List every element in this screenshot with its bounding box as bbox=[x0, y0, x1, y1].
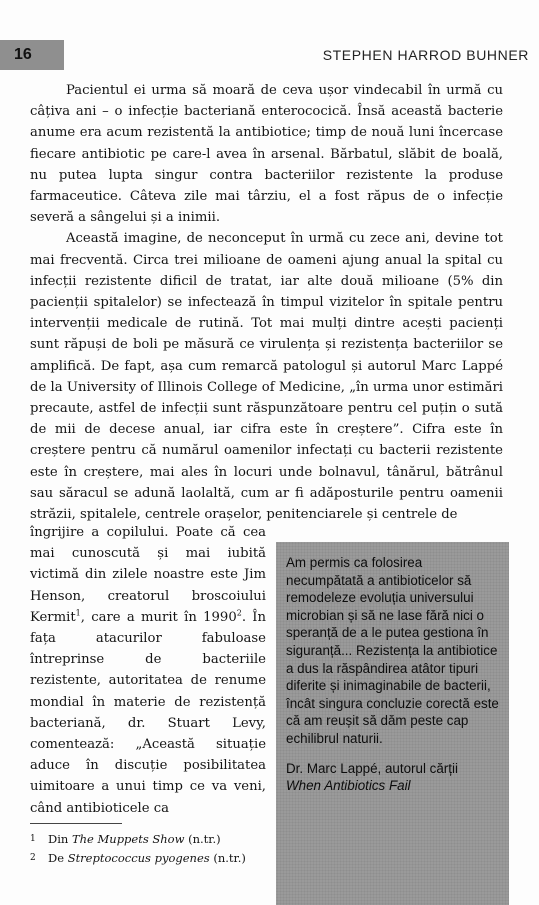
page-number: 16 bbox=[0, 40, 64, 70]
footnote-title: Streptococcus pyogenes bbox=[67, 851, 210, 865]
footnote-2 bbox=[30, 849, 266, 868]
footnote-suffix: (n.tr.) bbox=[209, 851, 246, 865]
footnote-number: 2 bbox=[30, 853, 36, 863]
quote-attribution: Dr. Marc Lappé, autorul cărții bbox=[286, 760, 458, 776]
running-head-author: STEPHEN HARROD BUHNER bbox=[322, 47, 529, 63]
footnote-suffix: (n.tr.) bbox=[184, 832, 221, 846]
column-text-part-1: îngrijire a copilului. Poate că cea mai cunoscută și mai iubită victimă din zilele noastre este Jim Henson, creatorul broscoiului Kermit bbox=[30, 525, 266, 625]
quote-text: Am permis ca folosirea necumpătată a antibioticelor să remodeleze evoluția universului microbian și să ne lase fără nici o speranță de a le putea gestiona în siguranță... Rezistența la antibiotice a dus la răspândirea atâtor tipuri diferite și inimaginabile de bacterii, încât singura concluzie corectă este că am reușit să dăm peste cap echilibrul naturii. bbox=[286, 555, 499, 746]
footnote-ref-1: 1 bbox=[75, 608, 81, 618]
footnote-title: The Muppets Show bbox=[71, 832, 185, 846]
footnote-text bbox=[48, 849, 246, 868]
main-text bbox=[30, 80, 503, 525]
footnote-prefix: Din bbox=[48, 832, 72, 846]
page-header bbox=[0, 40, 539, 70]
paragraph-1: Pacientul ei urma să moară de ceva ușor vindecabil în urmă cu câțiva ani – o infecție bacteriană enterococică. Însă această bacterie anume era acum rezistentă la antibiotice; timp de nouă luni încercase fiecare antibiotic pe care-l avea în arsenal. Bărbatul, slăbit de boală, nu putea lupta singur contra bacteriilor rezistente la produse farmaceutice. Câteva zile mai târziu, el a fost răpus de o infecție severă a sângelui și a inimii. bbox=[30, 83, 503, 226]
footnote-1 bbox=[30, 830, 266, 849]
footnote-prefix: De bbox=[48, 851, 68, 865]
sidebar-quote-box bbox=[276, 542, 509, 905]
footnote-divider bbox=[30, 823, 122, 824]
column-text-part-3: . În fața atacurilor fabuloase întreprinse de bacteriile rezistente, autoritatea de renume mondial în materie de rezistență bacteriană, dr. Stuart Levy, comentează: „Această situație aduce în discuție posibilitatea uimitoare a unui timp ce va veni, când antibioticele ca bbox=[30, 609, 267, 816]
footnote-number: 1 bbox=[30, 834, 36, 844]
footnotes bbox=[30, 830, 266, 868]
footnote-text bbox=[48, 830, 221, 849]
footnote-ref-2: 2 bbox=[236, 608, 242, 618]
narrow-column-text bbox=[30, 522, 266, 819]
quote-book-title: When Antibiotics Fail bbox=[286, 778, 411, 794]
paragraph-2: Această imagine, de neconceput în urmă cu zece ani, devine tot mai frecventă. Circa trei milioane de oameni ajung anual la spital cu infecții rezistente dificil de tratat, iar alte două milioane (5% din pacienții spitalelor) se infectează în timpul vizitelor în spitale pentru intervenții medicale de rutină. Tot mai mulți dintre acești pacienți sunt răpuși de boli pe măsură ce virulența și rezistența bacteriilor se amplifică. De fapt, așa cum remarcă patologul și autorul Marc Lappé de la University of Illinois College of Medicine, „în urma unor estimări precaute, astfel de infecții sunt răspunzătoare pentru cel puțin o sută de mii de decese anual, iar cifra este în creștere”. Cifra este în creștere pentru că numărul oamenilor infectați cu bacterii rezistente este în creștere, mai ales în locuri unde bolnavul, tânărul, bătrânul sau săracul se adună laolaltă, cum ar fi adăposturile pentru oamenii străzii, spitalele, centrele orașelor, penitenciarele și centrele de bbox=[30, 231, 503, 523]
column-text-part-2: , care a murit în 1990 bbox=[80, 609, 237, 625]
